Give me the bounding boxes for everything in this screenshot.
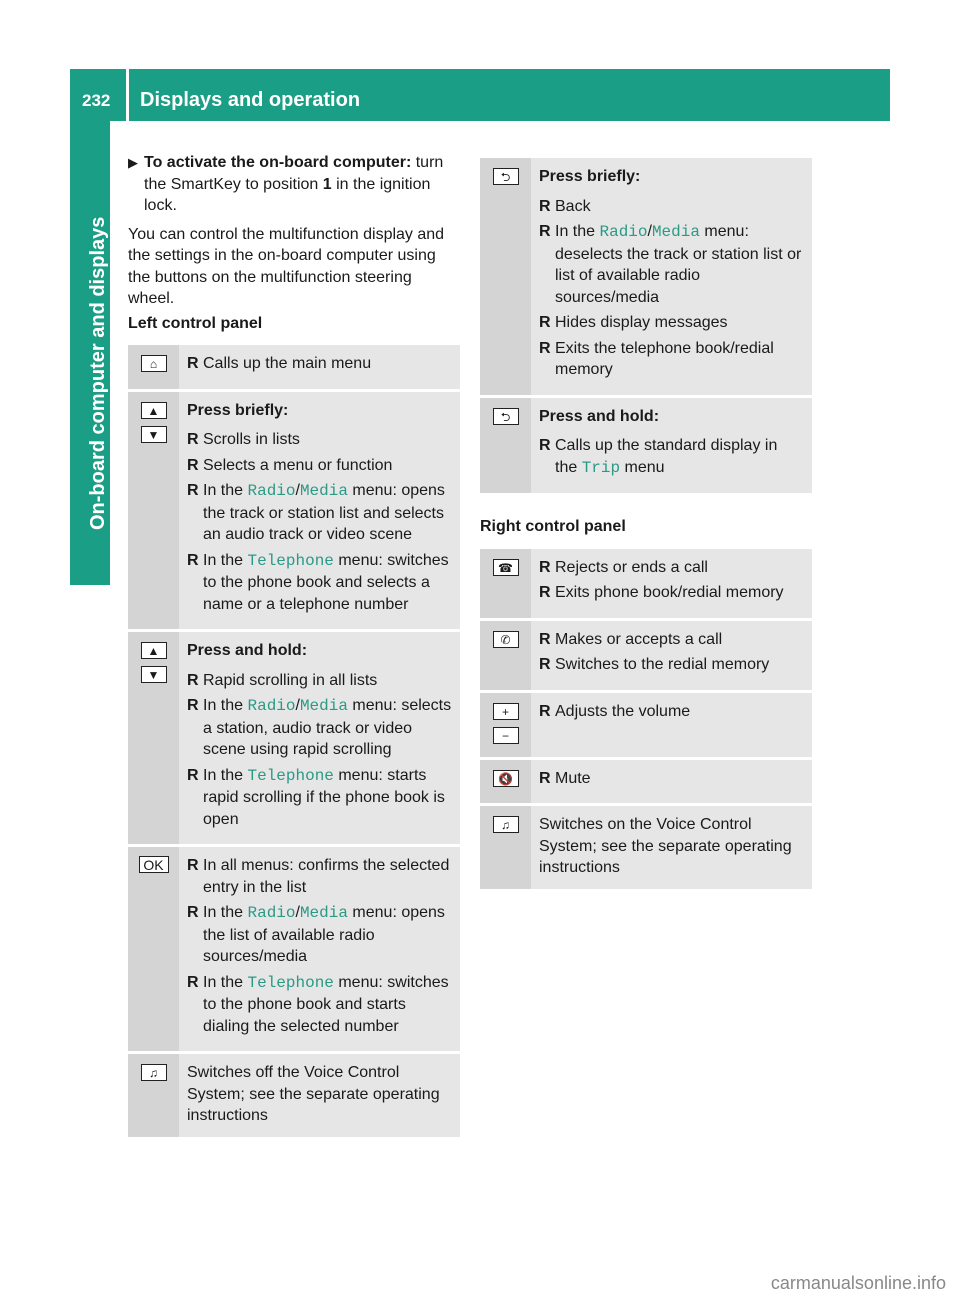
list-item: R Mute bbox=[539, 769, 591, 787]
list-item: R In the Telephone menu: switches to the phone book and selects a name or a telephone number bbox=[187, 551, 449, 613]
voice-on-text: Switches on the Voice Control System; see the separate operating instructions bbox=[539, 816, 792, 876]
back-icon: ⮌ bbox=[493, 168, 519, 185]
table-row bbox=[480, 549, 812, 618]
list-item: R Rapid scrolling in all lists bbox=[187, 671, 378, 689]
list-item: R Rejects or ends a call bbox=[539, 558, 708, 576]
list-item: R Selects a menu or function bbox=[187, 456, 393, 474]
ignition-position: 1 bbox=[322, 175, 332, 193]
table-row bbox=[128, 392, 460, 630]
list-item: R Switches to the redial memory bbox=[539, 656, 770, 673]
accept-call-icon: ✆ bbox=[493, 631, 519, 648]
right-panel-heading: Right control panel bbox=[480, 518, 626, 535]
table-row bbox=[480, 806, 812, 889]
instruction-text-end: in the ignition lock. bbox=[144, 175, 431, 214]
list-item: R In the Radio/Media menu: deselects the track or station list or list of available radio sources/media bbox=[539, 223, 802, 306]
list-item: R Calls up the standard display in the Trip menu bbox=[539, 437, 778, 477]
list-item: R In the Radio/Media menu: opens the track or station list and selects an audio track or video scene bbox=[187, 482, 445, 543]
list-item: R Adjusts the volume bbox=[539, 702, 691, 720]
list-item: R In the Radio/Media menu: opens the list of available radio sources/media bbox=[187, 904, 445, 965]
left-control-table bbox=[128, 342, 460, 1140]
sidebar-label: On-board computer and displays bbox=[87, 216, 109, 530]
list-item: R In the Radio/Media menu: selects a station, audio track or video scene using rapid scrolling bbox=[187, 697, 452, 758]
list-item: R Exits the telephone book/redial memory bbox=[539, 339, 774, 378]
list-item: R Makes or accepts a call bbox=[539, 630, 723, 648]
arrow-up-icon: ▲ bbox=[141, 402, 167, 419]
voice-on-icon: ♫ bbox=[493, 816, 519, 833]
arrow-down-icon: ▼ bbox=[141, 426, 167, 443]
table-row bbox=[480, 398, 812, 494]
arrow-down-icon: ▼ bbox=[141, 666, 167, 683]
list-item: R Back bbox=[539, 197, 591, 215]
left-column bbox=[128, 152, 460, 1140]
back-icon: ⮌ bbox=[493, 408, 519, 425]
list-item: R Hides display messages bbox=[539, 314, 728, 331]
instruction-lead: To activate the on-board computer: bbox=[144, 154, 412, 171]
header-divider bbox=[126, 69, 129, 121]
list-item: R In the Telephone menu: starts rapid scrolling if the phone book is open bbox=[187, 766, 445, 828]
list-item: R In all menus: confirms the selected entry in the list bbox=[187, 857, 450, 896]
page-number: 232 bbox=[82, 91, 111, 110]
menu-telephone: Telephone bbox=[247, 551, 334, 570]
voice-off-text: Switches off the Voice Control System; see the separate operating instructions bbox=[187, 1064, 440, 1124]
end-call-icon: ☎ bbox=[493, 559, 519, 576]
brief-title: Press briefly: bbox=[187, 401, 289, 419]
list-item: R Scrolls in lists bbox=[187, 431, 300, 448]
voice-off-icon: ♫ bbox=[141, 1064, 167, 1081]
minus-icon: − bbox=[493, 727, 519, 744]
ok-key-icon: OK bbox=[139, 856, 169, 873]
hold-title: Press and hold: bbox=[187, 642, 308, 659]
table-row bbox=[480, 158, 812, 395]
left-panel-heading: Left control panel bbox=[128, 314, 263, 332]
brief-title: Press briefly: bbox=[539, 168, 641, 185]
back-button-table bbox=[480, 155, 812, 496]
arrow-icon: ▶ bbox=[128, 155, 138, 170]
table-row bbox=[480, 760, 812, 804]
table-row bbox=[480, 693, 812, 757]
menu-radio: Radio bbox=[247, 482, 296, 500]
menu-trip: Trip bbox=[581, 458, 621, 477]
hold-title: Press and hold: bbox=[539, 407, 660, 425]
plus-icon: + bbox=[493, 703, 519, 720]
table-row bbox=[480, 621, 812, 690]
table-row bbox=[128, 632, 460, 844]
home-icon: ⌂ bbox=[141, 355, 167, 372]
mute-icon: 🔇 bbox=[493, 770, 519, 787]
intro-paragraph: You can control the multifunction display and the settings in the on-board computer using the buttons on the multifunction steering wheel. bbox=[128, 225, 445, 307]
page-title: Displays and operation bbox=[140, 89, 361, 111]
list-item: R In the Telephone menu: switches to the phone book and starts dialing the selected number bbox=[187, 973, 449, 1035]
right-control-table bbox=[480, 546, 812, 892]
instruction bbox=[128, 152, 460, 217]
right-column bbox=[480, 155, 812, 892]
watermark: carmanualsonline.info bbox=[770, 1273, 946, 1293]
list-item: R Calls up the main menu bbox=[187, 355, 372, 372]
table-row bbox=[128, 847, 460, 1051]
list-item: R Exits phone book/redial memory bbox=[539, 584, 784, 601]
instruction-text: turn the SmartKey to position bbox=[144, 154, 444, 193]
menu-media: Media bbox=[299, 482, 348, 500]
table-row bbox=[128, 1054, 460, 1137]
table-row bbox=[128, 345, 460, 389]
page-header bbox=[70, 69, 890, 121]
arrow-up-icon: ▲ bbox=[141, 642, 167, 659]
